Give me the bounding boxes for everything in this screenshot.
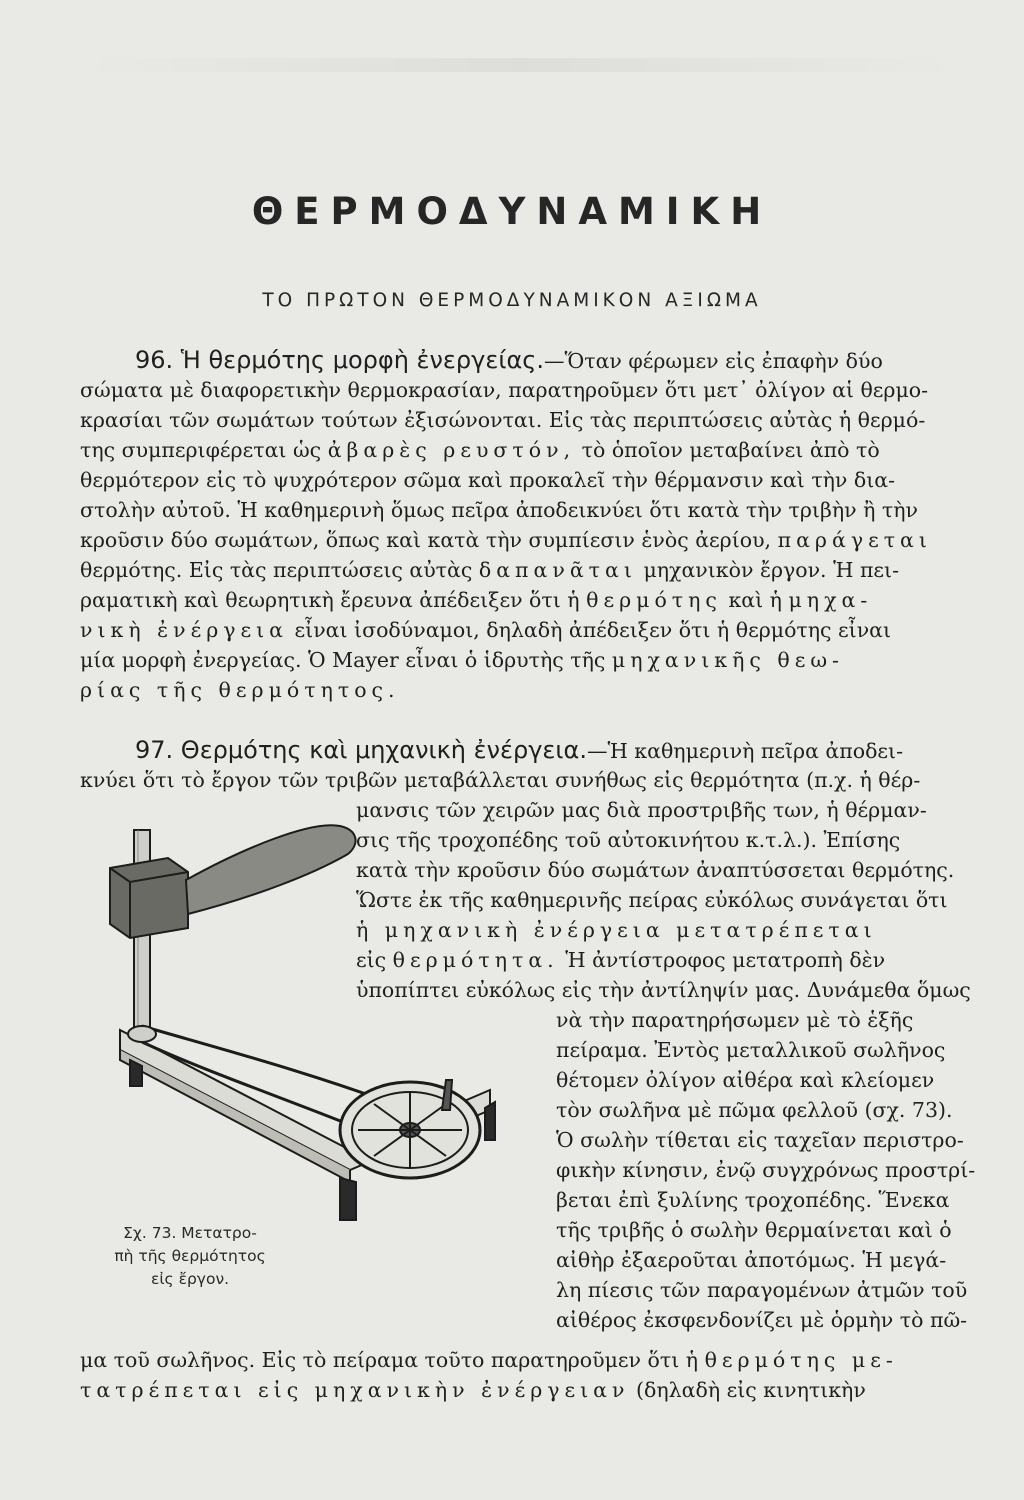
bleed-through-header [80,58,960,72]
paragraph-96-line-5: θερμότερον εἰς τὸ ψυχρότερον σῶμα καὶ προκαλεῖ τὴν θέρμανσιν καὶ τὴν δια- [80,468,896,492]
spaced-emphasis: θερμότης με- [704,1348,898,1372]
clamp-handle [186,825,356,914]
paragraph-96-line-7: κροῦσιν δύο σωμάτων, ὅπως καὶ κατὰ τὴν συμπίεσιν ἑνὸς ἀερίου, παράγεται [80,528,932,552]
paragraph-97-wrap-line-18: αἰθέρος ἐκσφενδονίζει μὲ ὁρμὴν τὸ πῶ- [556,1308,968,1332]
paragraph-97-wrap-line-9: πείραμα. Ἐντὸς μεταλλικοῦ σωλῆνος [556,1038,946,1062]
paragraph-96-line-3: κρασίαι τῶν σωμάτων τούτων ἐξισώνονται. Εἰς τὰς περιπτώσεις αὐτὰς ἡ θερμό- [80,408,926,432]
spaced-emphasis: θερμότητα. [392,948,559,972]
paragraph-96-line-11: μία μορφὴ ἐνεργείας. Ὁ Mayer εἶναι ὁ ἱδρυτὴς τῆς μηχανικῆς θεω- [80,648,844,672]
apparatus-leg-back [485,1102,495,1140]
paragraph-97-wrap-line-5: ἡ μηχανικὴ ἐνέργεια μετατρέπεται [356,918,877,942]
spaced-emphasis: μηχα- [788,588,873,612]
paragraph-97-wrap-line-13: φικὴν κίνησιν, ἐνῷ συγχρόνως προστρί- [556,1158,976,1182]
paragraph-97-wrap-line-16: αἰθὴρ ἐξαεροῦται ἀποτόμως. Ἡ μεγά- [556,1248,947,1272]
paragraph-97-line-3: μα τοῦ σωλῆνος. Εἰς τὸ πείραμα τοῦτο παρατηροῦμεν ὅτι ἡ θερμότης με- [80,1348,898,1372]
spaced-emphasis: ἀβαρὲς ρευστόν, [327,438,576,462]
paragraph-97-wrap-line-14: βεται ἐπὶ ξυλίνης τροχοπέδης. Ἕνεκα [556,1188,950,1212]
paragraph-97-wrap-line-10: θέτομεν ὀλίγον αἰθέρα καὶ κλείομεν [556,1068,935,1092]
paragraph-97-line-4: τατρέπεται εἰς μηχανικὴν ἐνέργειαν (δηλαδὴ εἰς κινητικὴν [80,1378,866,1402]
section-96-heading: 96. Ἡ θερμότης μορφὴ ἐνεργείας. [135,346,544,374]
spaced-emphasis: νικὴ ἐνέργεια [80,618,288,642]
paragraph-97-line-2: κνύει ὅτι τὸ ἔργον τῶν τριβῶν μεταβάλλεται συνήθως εἰς θερμότητα (π.χ. ἡ θέρ- [80,768,921,792]
wooden-brake-clamp [110,858,188,938]
paragraph-97-wrap-line-3: κατὰ τὴν κροῦσιν δύο σωμάτων ἀναπτύσσεται θερμότης. [356,858,955,882]
figure-73-caption: Σχ. 73. Μετατρο- πὴ τῆς θερμότητος εἰς ἔργον. [114,1224,266,1288]
paragraph-96-line-4: της συμπεριφέρεται ὡς ἀβαρὲς ρευστόν, τὸ ὁποῖον μεταβαίνει ἀπὸ τὸ [80,438,880,462]
paragraph-97-wrap-line-7: ὑποπίπτει εὐκόλως εἰς τὴν ἀντίληψίν μας. Δυνάμεθα ὅμως [356,978,971,1002]
paragraph-97-wrap-line-4: Ὥστε ἐκ τῆς καθημερινῆς πείρας εὐκόλως συνάγεται ὅτι [356,888,948,912]
paragraph-96-line-12: ρίας τῆς θερμότητος. [80,678,400,702]
wheel-crank [442,1080,452,1110]
chapter-title: ΘΕΡΜΟΔΥΝΑΜΙΚΗ [251,190,773,233]
paragraph-97-wrap-line-11: τὸν σωλῆνα μὲ πῶμα φελλοῦ (σχ. 73). [556,1098,953,1122]
paragraph-97-wrap-line-1: μανσις τῶν χειρῶν μας διὰ προστριβῆς των, ἡ θέρμαν- [356,798,927,822]
spaced-emphasis: τατρέπεται εἰς μηχανικὴν ἐνέργειαν [80,1378,630,1402]
paragraph-96-line-9: ραματικὴ καὶ θεωρητικὴ ἔρευνα ἀπέδειξεν ὅτι ἡ θερμότης καὶ ἡ μηχα- [80,588,873,612]
paragraph-97-wrap-line-17: λη πίεσις τῶν παραγομένων ἀτμῶν τοῦ [556,1278,968,1302]
spaced-emphasis: παράγεται [777,528,932,552]
paragraph-97-wrap-line-6: εἰς θερμότητα. Ἡ ἀντίστροφος μετατροπὴ δὲν [356,948,886,972]
paragraph-97-wrap-line-15: τῆς τριβῆς ὁ σωλὴν θερμαίνεται καὶ ὁ [556,1218,952,1242]
paragraph-97-wrap-line-8: νὰ τὴν παρατηρήσωμεν μὲ τὸ ἑξῆς [556,1008,914,1032]
paragraph-97-line-1: 97. Θερμότης καὶ μηχανικὴ ἐνέργεια.—Ἡ καθημερινὴ πεῖρα ἀποδει- [135,736,904,764]
spaced-emphasis: μηχανικῆς θεω- [611,648,844,672]
paragraph-96-line-8: θερμότης. Εἰς τὰς περιπτώσεις αὐτὰς δαπανᾶται μηχανικὸν ἔργον. Ἡ πει- [80,558,899,582]
paragraph-97-wrap-line-12: Ὁ σωλὴν τίθεται εἰς ταχεῖαν περιστρο- [556,1128,964,1152]
spaced-emphasis: θερμότης [586,588,722,612]
section-97-heading: 97. Θερμότης καὶ μηχανικὴ ἐνέργεια. [135,736,587,764]
paragraph-96-line-2: σώματα μὲ διαφορετικὴν θερμοκρασίαν, παρατηροῦμεν ὅτι μετ᾽ ὀλίγον αἱ θερμο- [80,378,929,402]
apparatus-leg-front [340,1178,356,1220]
section-subtitle: ΤΟ ΠΡΩΤΟΝ ΘΕΡΜΟΔΥΝΑΜΙΚΟΝ ΑΞΙΩΜΑ [262,290,762,311]
paragraph-97-wrap-line-2: σις τῆς τροχοπέδης τοῦ αὐτοκινήτου κ.τ.λ.). Ἐπίσης [356,828,901,852]
spaced-emphasis: δαπανᾶται [478,558,637,582]
paragraph-96-line-1: 96. Ἡ θερμότης μορφὴ ἐνεργείας.—Ὅταν φέρωμεν εἰς ἐπαφὴν δύο [135,346,883,374]
paragraph-96-line-10: νικὴ ἐνέργεια εἶναι ἰσοδύναμοι, δηλαδὴ ἀπέδειξεν ὅτι ἡ θερμότης εἶναι [80,618,892,642]
paragraph-96-line-6: στολὴν αὐτοῦ. Ἡ καθημερινὴ ὅμως πεῖρα ἀποδεικνύει ὅτι κατὰ τὴν τριβὴν ἢ τὴν [80,498,918,522]
